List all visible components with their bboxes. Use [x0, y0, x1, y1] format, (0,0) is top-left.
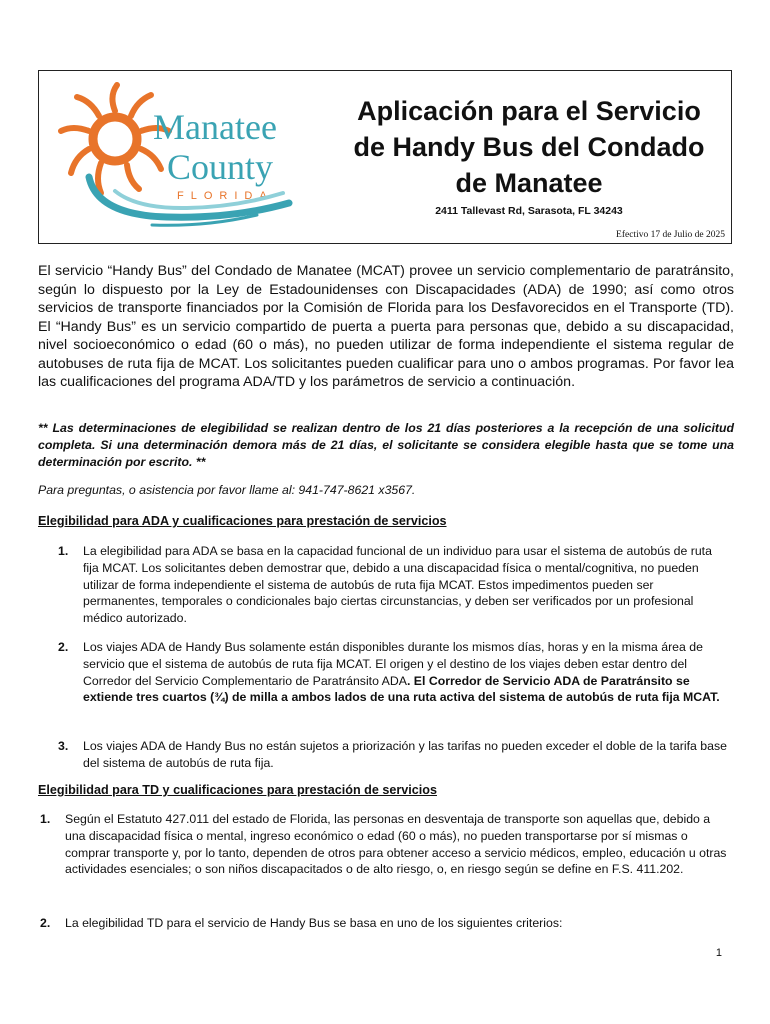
ada-item-2-bold-text: . El Corredor de Servicio ADA de Paratránsito se extiende tres cuartos (¾) de milla a ambos lados de una ruta activa del sistema de autobús de ruta fija MCAT. [83, 673, 720, 705]
header-box [38, 70, 732, 244]
ada-item-2-text: Los viajes ADA de Handy Bus solamente están disponibles durante los mismos días, horas y en la misma área de servicio que el sistema de autobús de ruta fija MCAT. El origen y el destino de los viajes deben estar dentro del Corredor del Servicio Complementario de Paratránsito ADA [83, 640, 703, 688]
ada-item-1 [58, 543, 730, 627]
ada-item-3-number: 3. [58, 739, 69, 753]
ada-item-3 [58, 738, 730, 772]
ada-item-2-content [83, 639, 730, 706]
intro-paragraph: El servicio “Handy Bus” del Condado de Manatee (MCAT) provee un servicio complementario de paratránsito, según lo dispuesto por la Ley de Estadounidenses con Discapacidades (ADA) de 1990; así como otros servicios de transporte financiados por la Comisión de Florida para los Desfavorecidos en el Transporte (TD). El “Handy Bus” es un servicio compartido de puerta a puerta para personas que, debido a su discapacidad, nivel socioeconómico o edad (60 o más), no pueden utilizar de forma independiente el sistema regular de autobuses de ruta fija de MCAT. Los solicitantes pueden cualificar para uno o ambos programas. Por favor lea las cualificaciones del programa ADA/TD y los parámetros de servicio a continuación. [38, 263, 734, 390]
td-item-1-number: 1. [40, 812, 51, 826]
title-line-1: Aplicación para el Servicio [357, 96, 701, 126]
td-section-heading: Elegibilidad para TD y cualificaciones para prestación de servicios [38, 783, 437, 797]
eligibility-notice: ** Las determinaciones de elegibilidad se realizan dentro de los 21 días posteriores a la recepción de una solicitud completa. Si una determinación demora más de 21 días, el solicitante se considera elegible hasta que se tome una determinación por escrito. ** [38, 421, 734, 469]
td-item-1 [40, 811, 730, 878]
effective-date: Efectivo 17 de Julio de 2025 [616, 230, 725, 240]
contact-info: Para preguntas, o asistencia por favor llame al: 941-747-8621 x3567. [38, 483, 416, 497]
ada-item-1-text: La elegibilidad para ADA se basa en la capacidad funcional de un individuo para usar el sistema de autobús de ruta fija MCAT. Los solicitantes deben demostrar que, debido a una discapacidad física o mental/cognitiva, no pueden utilizar de forma independiente el sistema de autobús de ruta fija MCAT. Estos impedimentos pueden ser permanentes, temporales o condicionales bajo ciertas circunstancias, y deben ser verificados por un profesional médico autorizado. [83, 544, 712, 626]
td-item-2 [40, 915, 730, 932]
td-item-2-text: La elegibilidad TD para el servicio de Handy Bus se basa en uno de los siguientes criterios: [65, 916, 563, 930]
logo-county: County [167, 147, 274, 187]
address: 2411 Tallevast Rd, Sarasota, FL 34243 [435, 205, 623, 217]
ada-section-heading: Elegibilidad para ADA y cualificaciones para prestación de servicios [38, 514, 447, 528]
title-line-2: de Handy Bus del Condado [353, 132, 705, 162]
ada-item-2-number: 2. [58, 640, 69, 654]
ada-item-1-number: 1. [58, 544, 69, 558]
manatee-county-logo [57, 81, 307, 231]
logo-name: Manatee [153, 107, 277, 147]
page-title [339, 93, 719, 201]
page-number: 1 [715, 947, 722, 959]
ada-item-3-text: Los viajes ADA de Handy Bus no están sujetos a priorización y las tarifas no pueden exceder el doble de la tarifa base del sistema de autobús de ruta fija. [83, 739, 727, 770]
logo-state: FLORIDA [177, 190, 274, 202]
td-item-2-number: 2. [40, 916, 51, 930]
logo-text [153, 107, 277, 202]
ada-item-2 [58, 639, 730, 706]
td-item-1-text: Según el Estatuto 427.011 del estado de Florida, las personas en desventaja de transporte son aquellas que, debido a una discapacidad física o mental, ingreso económico o edad (60 o más), no pueden transportarse por sí mismas o comprar transporte y, por lo tanto, dependen de otros para obtener acceso a servicio médicos, empleo, educación u otras actividades esenciales; o son niños discapacitados o de alto riesgo, o, en riesgo según se define en F.S. 411.202. [65, 812, 727, 877]
title-line-3: de Manatee [455, 168, 603, 198]
